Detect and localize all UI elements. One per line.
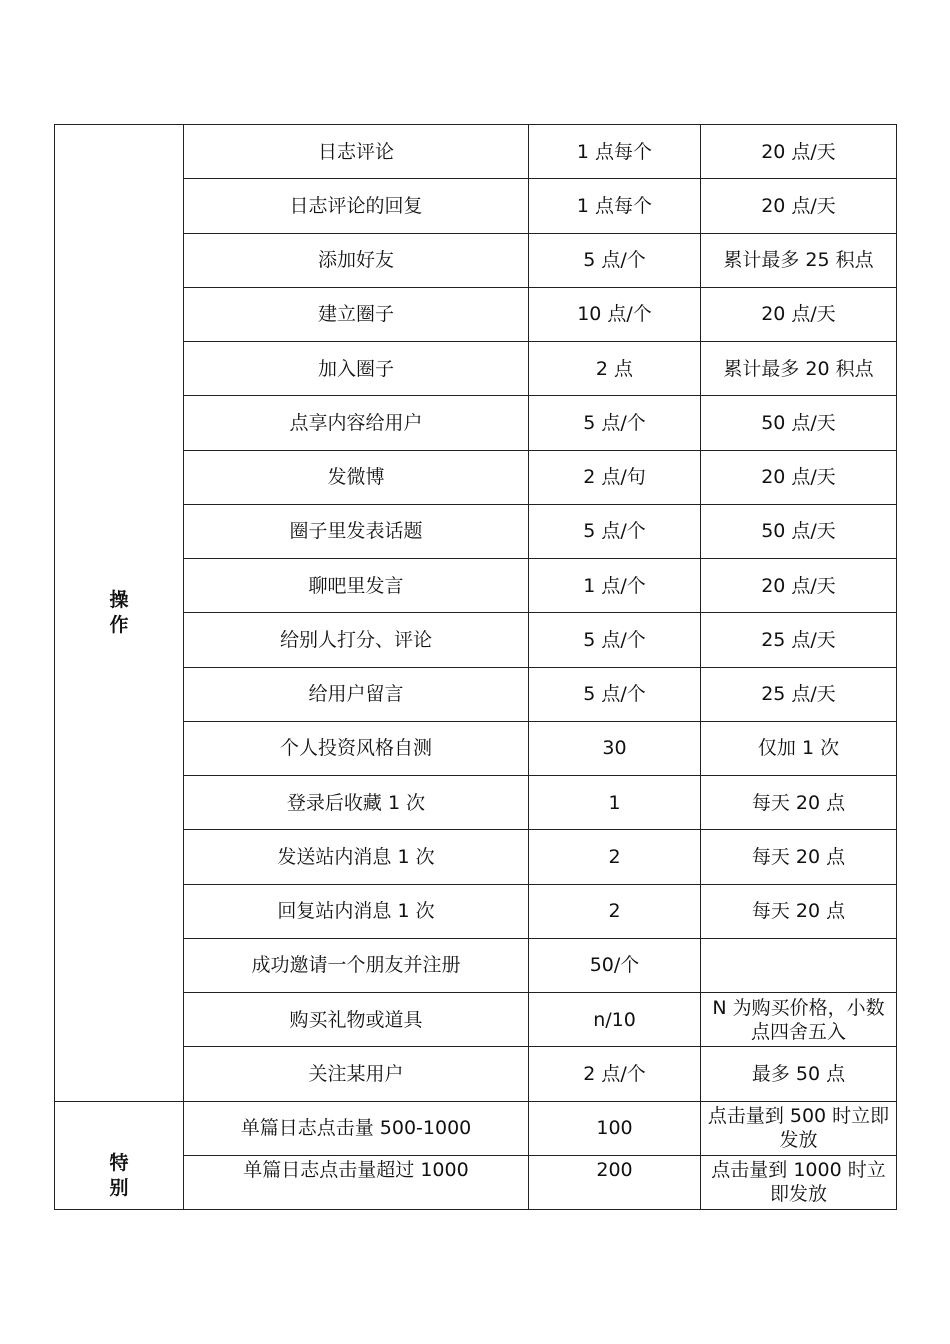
limit-cell: 仅加 1 次 bbox=[701, 721, 897, 775]
action-cell: 圈子里发表话题 bbox=[184, 504, 529, 558]
limit-cell: 20 点/天 bbox=[701, 125, 897, 179]
action-cell: 日志评论的回复 bbox=[184, 179, 529, 233]
action-cell: 单篇日志点击量 500-1000 bbox=[184, 1101, 529, 1155]
points-cell: 2 点 bbox=[529, 342, 701, 396]
points-cell: 30 bbox=[529, 721, 701, 775]
points-cell: 200 bbox=[529, 1155, 701, 1209]
action-cell: 发微博 bbox=[184, 450, 529, 504]
limit-cell: 每天 20 点 bbox=[701, 776, 897, 830]
limit-cell bbox=[701, 938, 897, 992]
action-cell: 回复站内消息 1 次 bbox=[184, 884, 529, 938]
points-cell: n/10 bbox=[529, 993, 701, 1047]
action-cell: 发送站内消息 1 次 bbox=[184, 830, 529, 884]
group-label-special: 特 别 bbox=[55, 1101, 184, 1210]
points-cell: 1 点/个 bbox=[529, 559, 701, 613]
limit-cell: 25 点/天 bbox=[701, 667, 897, 721]
limit-cell: 每天 20 点 bbox=[701, 884, 897, 938]
points-rules-table bbox=[54, 124, 897, 1210]
points-cell: 2 点/句 bbox=[529, 450, 701, 504]
action-cell: 给别人打分、评论 bbox=[184, 613, 529, 667]
action-cell: 聊吧里发言 bbox=[184, 559, 529, 613]
action-cell: 单篇日志点击量超过 1000 bbox=[184, 1155, 529, 1209]
action-cell: 个人投资风格自测 bbox=[184, 721, 529, 775]
points-cell: 5 点/个 bbox=[529, 613, 701, 667]
limit-cell: 20 点/天 bbox=[701, 287, 897, 341]
limit-cell: 50 点/天 bbox=[701, 504, 897, 558]
limit-cell: 每天 20 点 bbox=[701, 830, 897, 884]
action-cell: 关注某用户 bbox=[184, 1047, 529, 1101]
limit-cell: 25 点/天 bbox=[701, 613, 897, 667]
action-cell: 给用户留言 bbox=[184, 667, 529, 721]
points-cell: 2 bbox=[529, 884, 701, 938]
action-cell: 购买礼物或道具 bbox=[184, 993, 529, 1047]
points-cell: 10 点/个 bbox=[529, 287, 701, 341]
limit-cell: 20 点/天 bbox=[701, 450, 897, 504]
action-cell: 登录后收藏 1 次 bbox=[184, 776, 529, 830]
action-cell: 添加好友 bbox=[184, 233, 529, 287]
limit-cell: 20 点/天 bbox=[701, 179, 897, 233]
points-cell: 1 bbox=[529, 776, 701, 830]
limit-cell: 最多 50 点 bbox=[701, 1047, 897, 1101]
limit-cell: 点击量到 500 时立即发放 bbox=[701, 1101, 897, 1155]
table-row bbox=[55, 1101, 897, 1155]
points-cell: 2 bbox=[529, 830, 701, 884]
points-cell: 1 点每个 bbox=[529, 125, 701, 179]
points-cell: 1 点每个 bbox=[529, 179, 701, 233]
points-cell: 5 点/个 bbox=[529, 504, 701, 558]
limit-cell: N 为购买价格，小数点四舍五入 bbox=[701, 993, 897, 1047]
action-cell: 加入圈子 bbox=[184, 342, 529, 396]
points-cell: 5 点/个 bbox=[529, 233, 701, 287]
action-cell: 日志评论 bbox=[184, 125, 529, 179]
limit-cell: 累计最多 20 积点 bbox=[701, 342, 897, 396]
limit-cell: 20 点/天 bbox=[701, 559, 897, 613]
points-cell: 100 bbox=[529, 1101, 701, 1155]
points-cell: 2 点/个 bbox=[529, 1047, 701, 1101]
action-cell: 建立圈子 bbox=[184, 287, 529, 341]
action-cell: 点享内容给用户 bbox=[184, 396, 529, 450]
points-cell: 5 点/个 bbox=[529, 396, 701, 450]
points-cell: 50/个 bbox=[529, 938, 701, 992]
limit-cell: 累计最多 25 积点 bbox=[701, 233, 897, 287]
points-cell: 5 点/个 bbox=[529, 667, 701, 721]
action-cell: 成功邀请一个朋友并注册 bbox=[184, 938, 529, 992]
group-label-operation: 操 作 bbox=[55, 125, 184, 1102]
limit-cell: 50 点/天 bbox=[701, 396, 897, 450]
limit-cell: 点击量到 1000 时立即发放 bbox=[701, 1155, 897, 1209]
table-row bbox=[55, 125, 897, 179]
